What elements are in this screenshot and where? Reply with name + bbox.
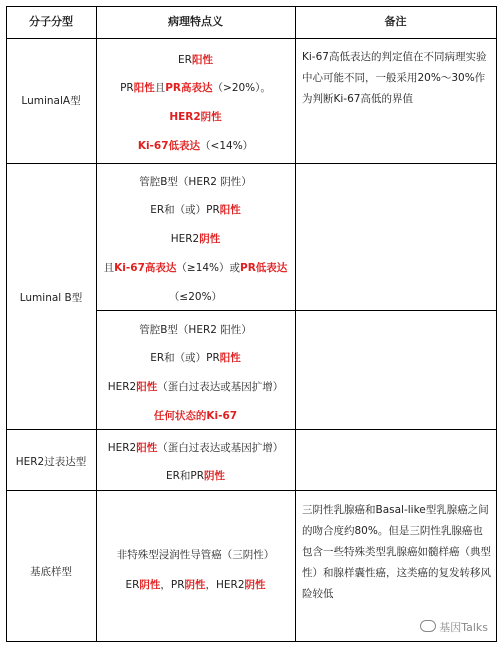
highlight-text: 阳性	[136, 381, 158, 393]
highlight-text: 阴性	[199, 233, 221, 245]
feature-line	[96, 139, 295, 153]
plain-text: （>20%）。	[212, 82, 271, 94]
note-luminal-a: Ki-67高低表达的判定值在不同病理实验中心可能不同，一般采用20%～30%作为判断Ki-67高低的界值	[302, 51, 487, 105]
highlight-text: 阳性	[219, 204, 241, 216]
plain-text: 管腔B型（HER2 阴性）	[139, 176, 252, 188]
header-divider	[6, 38, 496, 39]
plain-text: HER2	[170, 233, 200, 245]
row-divider-lumb	[96, 310, 496, 311]
header-notes: 备注	[384, 15, 407, 28]
feature-line	[96, 409, 295, 423]
feature-line	[96, 261, 295, 275]
row-divider-3	[6, 490, 496, 491]
table-border-top	[6, 6, 496, 7]
highlight-text: 阴性	[184, 579, 206, 591]
feature-line	[96, 110, 295, 124]
col-divider-2	[295, 6, 296, 642]
highlight-text: 阴性	[244, 579, 266, 591]
feature-line	[96, 290, 295, 304]
highlight-text: 阳性	[136, 442, 158, 454]
highlight-text: 阴性	[139, 579, 161, 591]
subtype-luminal-b: Luminal B型	[19, 292, 83, 304]
plain-text: ER和PR	[165, 470, 205, 482]
highlight-text: PR低表达	[240, 262, 288, 274]
watermark	[420, 619, 488, 635]
subtype-her2: HER2过表达型	[15, 456, 87, 468]
row-divider-1	[6, 163, 496, 164]
feature-line	[96, 469, 295, 483]
plain-text: ER和（或）PR	[150, 204, 220, 216]
highlight-text: 阳性	[219, 352, 241, 364]
feature-line	[96, 53, 295, 67]
plain-text: （蛋白过表达或基因扩增）	[157, 442, 284, 454]
plain-text: HER2	[107, 381, 137, 393]
plain-text: ER和（或）PR	[150, 352, 220, 364]
note-basal: 三阴性乳腺癌和Basal-like型乳腺癌之间的吻合度约80%。但是三阴性乳腺癌也包含一些特殊类型乳腺癌如髓样癌（典型性）和腺样囊性癌，这类癌的复发转移风险较低	[302, 504, 491, 600]
plain-text: 管腔B型（HER2 阳性）	[139, 324, 252, 336]
plain-text: （<14%）	[200, 140, 254, 152]
highlight-text: 阳性	[133, 82, 155, 94]
plain-text: ER	[125, 579, 140, 591]
plain-text: 且	[103, 262, 115, 274]
plain-text: （≤20%）	[168, 291, 223, 303]
plain-text: （≥14%）或	[176, 262, 241, 274]
feature-line	[96, 351, 295, 365]
plain-text: ER	[178, 54, 192, 66]
plain-text: 且	[154, 82, 166, 94]
header-subtype: 分子分型	[29, 15, 73, 28]
feature-line	[96, 81, 295, 95]
plain-text: 非特殊型浸润性导管癌（三阴性）	[116, 549, 275, 561]
wechat-icon	[420, 620, 436, 632]
table-border-right	[496, 6, 497, 642]
subtype-basal: 基底样型	[30, 566, 72, 578]
highlight-text: PR高表达	[165, 82, 213, 94]
feature-line	[96, 232, 295, 246]
feature-line	[96, 380, 295, 394]
watermark-text: 基因Talks	[439, 621, 488, 634]
highlight-text: Ki-67低表达	[137, 140, 201, 152]
table-border-bottom	[6, 641, 496, 642]
plain-text: （蛋白过表达或基因扩增）	[157, 381, 284, 393]
plain-text: PR	[120, 82, 134, 94]
feature-line	[96, 203, 295, 217]
feature-line	[96, 548, 295, 562]
feature-line	[96, 323, 295, 337]
plain-text: ，HER2	[205, 579, 245, 591]
highlight-text: 任何状态的Ki-67	[153, 410, 238, 422]
plain-text: HER2	[107, 442, 137, 454]
row-divider-2	[6, 429, 496, 430]
highlight-text: 阳性	[191, 54, 213, 66]
highlight-text: Ki-67高表达	[114, 262, 177, 274]
feature-line	[96, 175, 295, 189]
header-features: 病理特点义	[168, 15, 223, 28]
feature-line	[96, 578, 295, 592]
plain-text: ，PR	[160, 579, 185, 591]
highlight-text: HER2阴性	[169, 111, 222, 123]
subtype-luminal-a: LuminalA型	[21, 95, 81, 107]
feature-line	[96, 441, 295, 455]
highlight-text: 阴性	[204, 470, 226, 482]
